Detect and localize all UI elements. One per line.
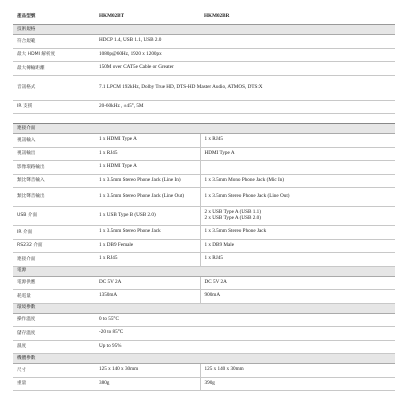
- row-label: 視訊輸出: [13, 147, 95, 161]
- value-bt: 1 x HDMI Type A: [95, 134, 200, 148]
- row-label: 電源供應: [13, 276, 95, 290]
- value-bt: 1 x 3.5mm Stereo Phone Jack (Line Out): [95, 188, 200, 207]
- value-bt: 1 x RJ45: [95, 253, 200, 267]
- value-br: [200, 161, 395, 175]
- row-label: 類比聲音輸出: [13, 188, 95, 207]
- table-row: [13, 226, 395, 240]
- table-row: [13, 147, 395, 161]
- row-value: 150M over CAT5e Cable or Greater: [95, 62, 395, 76]
- value-bt: 1 x RJ45: [95, 147, 200, 161]
- table-row: [13, 48, 395, 62]
- model-br-header: HKM02BR: [200, 9, 395, 25]
- section-title: 連接介面: [13, 124, 395, 134]
- row-value: 20-60kHz , ±45°, 5M: [95, 100, 395, 114]
- table-row: [13, 62, 395, 76]
- row-label: 符合規範: [13, 35, 95, 49]
- table-row: [13, 35, 395, 49]
- table-row: [13, 313, 395, 327]
- row-value: 1080p@60Hz, 1920 x 1200px: [95, 48, 395, 62]
- value-br: 125 x 140 x 30mm: [200, 364, 395, 378]
- table-row: [13, 253, 395, 267]
- table-row: [13, 174, 395, 188]
- table-header-row: [13, 9, 395, 25]
- value-bt: 1350mA: [95, 290, 200, 304]
- row-label: USB 介面: [13, 207, 95, 226]
- row-value: 7.1 LPCM 192kHz, Dolby True HD, DTS-HD Master Audio, ATMOS, DTS:X: [95, 75, 395, 100]
- section-tech: [13, 25, 395, 35]
- value-br-line: 2 x USB Type A (USB 2.0): [204, 215, 261, 221]
- table-row: [13, 134, 395, 148]
- section-title: 技術規格: [13, 25, 395, 35]
- table-row: [13, 188, 395, 207]
- value-bt: 1 x USB Type B (USB 2.0): [95, 207, 200, 226]
- value-br-line: 2 x USB Type A (USB 1.1): [204, 209, 261, 216]
- table-row: [13, 327, 395, 341]
- table-row: [13, 276, 395, 290]
- row-label: 耗電量: [13, 290, 95, 304]
- table-row: [13, 207, 395, 226]
- row-label: 視訊輸入: [13, 134, 95, 148]
- value-br: 390g: [200, 377, 395, 391]
- section-phys: [13, 354, 395, 364]
- row-label: 影像環路輸出: [13, 161, 95, 175]
- value-bt: 125 x 140 x 30mm: [95, 364, 200, 378]
- value-bt: 380g: [95, 377, 200, 391]
- model-bt-header: HKM02BT: [95, 9, 200, 25]
- row-label: IR 介面: [13, 226, 95, 240]
- row-value: -20 to 85°C: [95, 327, 395, 341]
- section-env: [13, 303, 395, 313]
- row-value: 0 to 55°C: [95, 313, 395, 327]
- value-br: 1 x 3.5mm Mono Phone Jack (Mic In): [200, 174, 395, 188]
- value-br: [200, 207, 395, 226]
- table-row: [13, 364, 395, 378]
- table-row: [13, 239, 395, 253]
- row-label: 類比聲音輸入: [13, 174, 95, 188]
- value-bt: 1 x HDMI Type A: [95, 161, 200, 175]
- section-power: [13, 266, 395, 276]
- value-br: 1 x RJ45: [200, 134, 395, 148]
- row-label: 音訊格式: [13, 75, 95, 100]
- table-row: [13, 340, 395, 354]
- row-value: HDCP 1.4, USB 1.1, USB 2.0: [95, 35, 395, 49]
- row-label: 尺寸: [13, 364, 95, 378]
- row-value: Up to 95%: [95, 340, 395, 354]
- value-br: DC 5V 2A: [200, 276, 395, 290]
- value-br: 900mA: [200, 290, 395, 304]
- table-row: [13, 161, 395, 175]
- row-label: 重量: [13, 377, 95, 391]
- section-title: 電源: [13, 266, 395, 276]
- row-label: RS232 介面: [13, 239, 95, 253]
- table-row: [13, 100, 395, 114]
- row-label: 連接介面: [13, 253, 95, 267]
- row-label: 最大 HDMI 解析度: [13, 48, 95, 62]
- row-label: IR 支援: [13, 100, 95, 114]
- row-label: 操作溫度: [13, 313, 95, 327]
- value-bt: 1 x 3.5mm Stereo Phone Jack: [95, 226, 200, 240]
- row-label: 最大傳輸距離: [13, 62, 95, 76]
- value-bt: 1 x DB9 Female: [95, 239, 200, 253]
- row-label: 儲存溫度: [13, 327, 95, 341]
- section-title: 機體參數: [13, 354, 395, 364]
- section-title: 環境參數: [13, 303, 395, 313]
- value-bt: DC 5V 2A: [95, 276, 200, 290]
- value-bt: 1 x 3.5mm Stereo Phone Jack (Line In): [95, 174, 200, 188]
- section-conn: [13, 124, 395, 134]
- table-row: [13, 377, 395, 391]
- spec-table: [13, 9, 395, 391]
- row-label: 濕度: [13, 340, 95, 354]
- spec-sheet: [13, 9, 395, 391]
- table-row: [13, 75, 395, 100]
- value-br: HDMI Type A: [200, 147, 395, 161]
- table-row: [13, 290, 395, 304]
- value-br: 1 x RJ45: [200, 253, 395, 267]
- value-br: 1 x 3.5mm Stereo Phone Jack: [200, 226, 395, 240]
- value-br: 1 x 3.5mm Stereo Phone Jack (Line Out): [200, 188, 395, 207]
- product-model-label: 產品型號: [13, 9, 95, 25]
- value-br: 1 x DB9 Male: [200, 239, 395, 253]
